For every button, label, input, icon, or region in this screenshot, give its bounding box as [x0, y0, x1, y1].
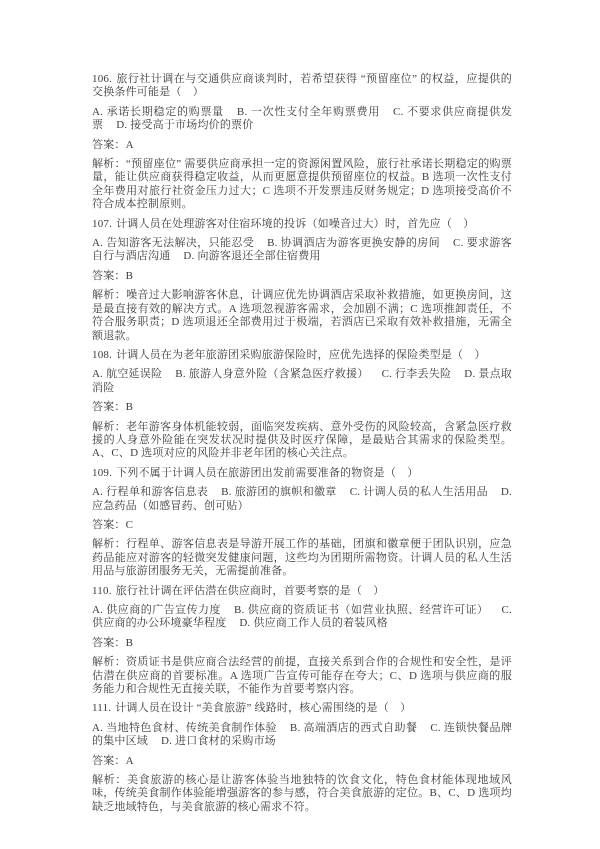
question-options	[92, 106, 512, 133]
question-block-111	[92, 702, 512, 814]
question-line	[92, 218, 512, 231]
question-text: 下列不属于计调人员在旅游团出发前需要准备的物资是（ ）	[116, 466, 419, 479]
question-number: 111.	[92, 702, 112, 715]
analysis-line	[92, 656, 512, 696]
question-line	[92, 702, 512, 715]
option-b: B. 协调酒店为游客更换安静的房间	[267, 237, 441, 250]
option-b: B. 一次性支付全年购票费用	[236, 105, 380, 118]
answer-line	[92, 401, 512, 414]
answer-label: 答案：	[92, 518, 126, 531]
question-number: 108.	[92, 348, 113, 361]
analysis-label: 解析：	[92, 420, 127, 433]
answer-label: 答案：	[92, 636, 126, 649]
question-line	[92, 585, 512, 598]
answer-value: B	[125, 269, 134, 282]
analysis-label: 解析：	[92, 158, 126, 171]
option-a: A. 供应商的广告宣传力度	[92, 604, 221, 616]
option-c: C. 行李丢失险	[381, 368, 452, 381]
answer-line	[92, 755, 512, 768]
analysis-line	[92, 289, 512, 343]
analysis-label: 解析：	[92, 774, 128, 787]
question-options	[92, 722, 512, 749]
analysis-text: 噪音过大影响游客休息，计调应优先协调酒店采取补救措施，如更换房间，这是最直接有效的解决方式。A 选项忽视游客需求，会加剧不满；C 选项推卸责任，不符合服务职责；D 选项退还全部费用过于极端，若酒店已采取有效补救措施，无需全额退款。	[92, 289, 512, 342]
option-b: B. 高端酒店的西式自助餐	[289, 721, 418, 734]
question-line	[92, 73, 512, 100]
question-text: 计调人员在为老年旅游团采购旅游保险时，应优先选择的保险类型是（ ）	[116, 348, 486, 361]
answer-value: C	[125, 518, 134, 531]
question-line	[92, 349, 512, 362]
question-block-107	[92, 218, 512, 343]
question-text: 旅行社计调在与交通供应商谈判时，若希望获得 “预留座位” 的权益，应提供的交换条件可能是（ ）	[92, 73, 512, 99]
option-b: B. 供应商的资质证书（如营业执照、经营许可证）	[233, 604, 489, 616]
option-a: A. 行程单和游客信息表	[92, 486, 209, 499]
question-block-110	[92, 585, 512, 697]
question-options	[92, 368, 512, 395]
option-b: B. 旅游团的旗帜和徽章	[221, 486, 337, 499]
option-a: A. 告知游客无法解决，只能忍受	[92, 237, 255, 250]
answer-line	[92, 519, 512, 532]
analysis-text: 老年游客身体机能较弱，面临突发疾病、意外受伤的风险较高，含紧急医疗救援的人身意外险能在突发状况时提供及时医疗保障，是最贴合其需求的保险类型。A、C、D 选项对应的风险并非老年团的核心关注点。	[92, 420, 512, 460]
question-block-106	[92, 73, 512, 212]
option-c: C. 计调人员的私人生活用品	[349, 486, 488, 499]
analysis-text: 美食旅游的核心是让游客体验当地独特的饮食文化，特色食材能体现地域风味，传统美食制作体验能增强游客的参与感，符合美食旅游的定位。B、C、D 选项均缺乏地域特色，与美食旅游的核心需求不符。	[92, 774, 512, 813]
analysis-label: 解析：	[92, 656, 127, 669]
question-number: 110.	[92, 584, 112, 597]
answer-label: 答案：	[92, 754, 126, 767]
option-a: A. 航空延误险	[92, 368, 163, 381]
answer-label: 答案：	[92, 401, 126, 414]
answer-line	[92, 139, 512, 152]
question-options	[92, 604, 512, 631]
analysis-line	[92, 774, 512, 814]
question-text: 计调人员在设计 “美食旅游” 线路时，核心需围绕的是（ ）	[115, 702, 412, 715]
answer-value: A	[125, 138, 134, 151]
option-c: C. 不要求供应商提供发票	[92, 105, 513, 132]
question-text: 计调人员在处理游客对住宿环境的投诉（如噪音过大）时，首先应（ ）	[116, 217, 475, 230]
answer-label: 答案：	[92, 269, 126, 282]
question-block-109	[92, 467, 512, 579]
question-number: 107.	[92, 217, 113, 230]
answer-value: B	[125, 401, 134, 414]
question-text: 旅行社计调在评估潜在供应商时，首要考察的是（ ）	[115, 584, 385, 597]
option-d: D. 供应商工作人员的着装风格	[239, 617, 388, 630]
option-b: B. 旅游人身意外险（含紧急医疗救援）	[175, 368, 369, 381]
option-c: C. 连锁快餐品牌的集中区域	[92, 721, 513, 748]
answer-line	[92, 637, 512, 650]
answer-label: 答案：	[92, 138, 126, 151]
analysis-label: 解析：	[92, 289, 127, 302]
option-d: D. 应急药品（如感冒药、创可贴）	[92, 486, 513, 512]
analysis-text: 行程单、游客信息表是导游开展工作的基础，团旗和徽章便于团队识别，应急药品能应对游客的轻微突发健康问题，这些均为团期所需物资。计调人员的私人生活用品与旅游团服务无关，无需提前准备。	[92, 538, 512, 578]
question-block-108	[92, 349, 512, 461]
option-c: C. 要求游客自行与酒店沟通	[92, 237, 512, 263]
option-d: D. 进口食材的采购市场	[161, 735, 276, 748]
analysis-label: 解析：	[92, 538, 127, 551]
analysis-line	[92, 421, 512, 461]
option-d: D. 接受高于市场均价的票价	[116, 119, 254, 132]
question-number: 106.	[92, 73, 113, 85]
option-a: A. 承诺长期稳定的购票量	[92, 105, 224, 118]
analysis-line	[92, 538, 512, 578]
answer-value: A	[125, 754, 134, 767]
analysis-text: “预留座位” 需要供应商承担一定的资源闲置风险，旅行社承诺长期稳定的购票量，能让供应商获得稳定收益，从而更愿意提供预留座位的权益。B 选项一次性支付全年费用对旅行社资金压力过大；C 选项不开发票违反财务规定；D 选项接受高价不符合成本控制原则。	[92, 158, 512, 211]
analysis-text: 资质证书是供应商合法经营的前提，直接关系到合作的合规性和安全性，是评估潜在供应商的首要标准。A 选项广告宣传可能存在夸大；C、D 选项与供应商的服务能力和合规性无直接关联，不能作为首要考察内容。	[92, 656, 512, 696]
option-a: A. 当地特色食材、传统美食制作体验	[92, 721, 277, 734]
question-line	[92, 467, 512, 480]
option-d: D. 向游客退还全部住宿费用	[183, 250, 321, 263]
question-options	[92, 486, 512, 513]
option-c: C. 供应商的办公环境豪华程度	[92, 604, 512, 630]
answer-line	[92, 270, 512, 283]
question-options	[92, 237, 512, 264]
analysis-line	[92, 158, 512, 212]
answer-value: B	[125, 636, 134, 649]
option-d: D. 景点取消险	[92, 368, 513, 394]
question-number: 109.	[92, 466, 113, 479]
